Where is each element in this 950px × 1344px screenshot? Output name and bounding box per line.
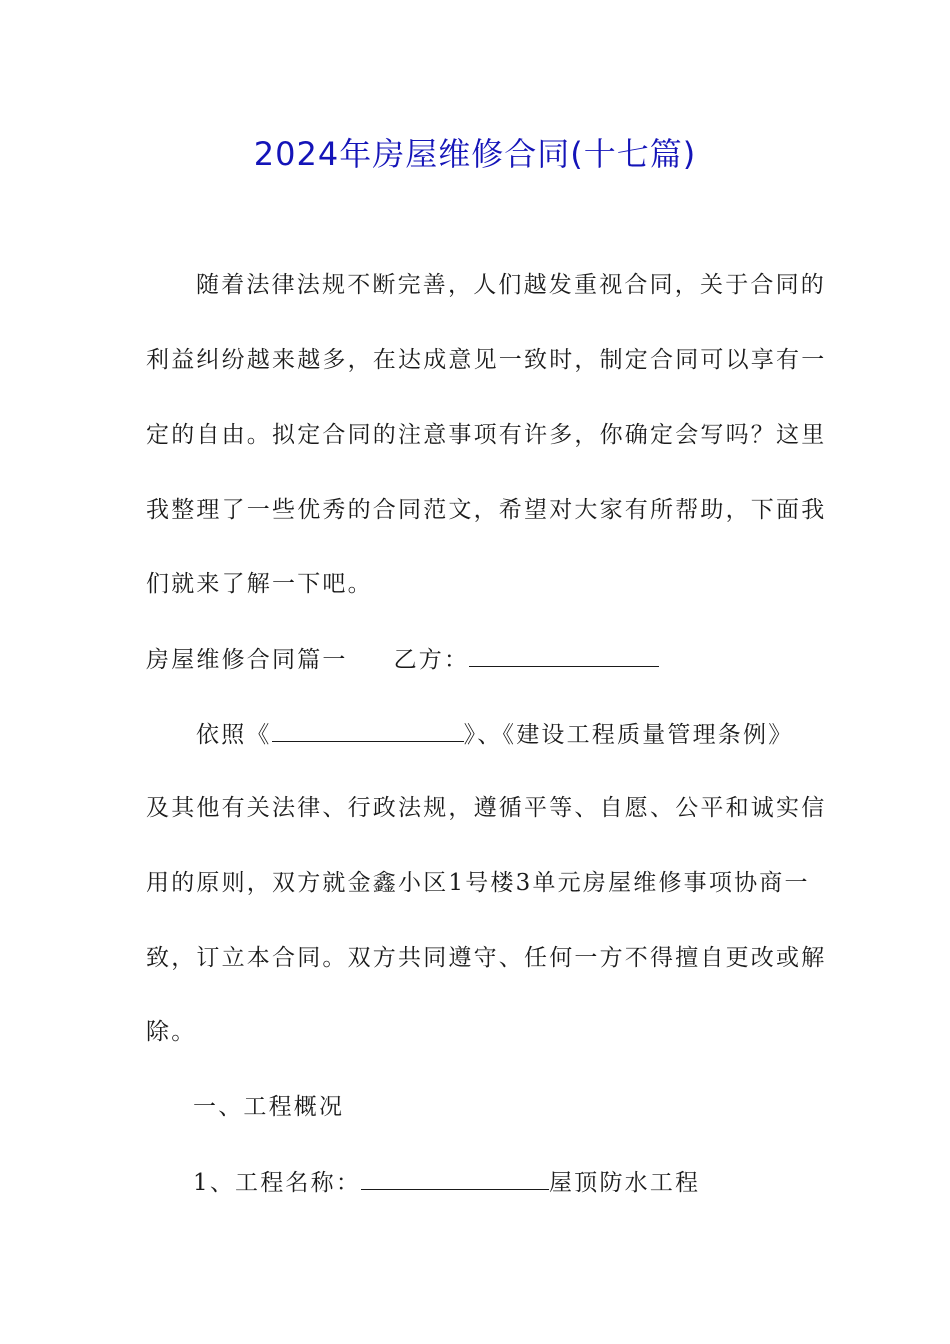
intro-line-1: 随着法律法规不断完善，人们越发重视合同，关于合同的 bbox=[196, 272, 826, 298]
intro-line-2: 利益纠纷越来越多，在达成意见一致时，制定合同可以享有一 bbox=[146, 347, 827, 373]
basis-line-4: 致，订立本合同。双方共同遵守、任何一方不得擅自更改或解 bbox=[146, 945, 827, 971]
basis-line-5: 除。 bbox=[146, 1019, 197, 1045]
party-b-blank[interactable] bbox=[469, 642, 659, 667]
project-name-blank[interactable] bbox=[361, 1165, 549, 1190]
project-name-value: 屋顶防水工程 bbox=[549, 1170, 701, 1196]
basis-suffix: 》、《建设工程质量管理条例》 bbox=[463, 722, 794, 748]
document-title: 2024年房屋维修合同(十七篇) bbox=[253, 135, 697, 173]
project-name-label: 1、工程名称： bbox=[193, 1170, 362, 1196]
basis-line-3: 用的原则，双方就金鑫小区1号楼3单元房屋维修事项协商一 bbox=[146, 870, 810, 896]
intro-line-5: 们就来了解一下吧。 bbox=[146, 571, 373, 597]
basis-line-1 bbox=[196, 717, 806, 752]
intro-line-4: 我整理了一些优秀的合同范文，希望对大家有所帮助，下面我 bbox=[146, 497, 827, 523]
basis-prefix: 依照《 bbox=[196, 722, 272, 748]
law-name-blank[interactable] bbox=[272, 717, 464, 742]
party-b-label: 乙方： bbox=[393, 647, 470, 673]
intro-line-3: 定的自由。拟定合同的注意事项有许多，你确定会写吗？这里 bbox=[146, 422, 827, 448]
chapter-heading: 房屋维修合同篇一 bbox=[146, 647, 348, 673]
chapter-heading-line bbox=[146, 642, 806, 677]
project-name-line bbox=[193, 1165, 806, 1200]
section-heading: 一、工程概况 bbox=[193, 1094, 345, 1120]
basis-line-2: 及其他有关法律、行政法规，遵循平等、自愿、公平和诚实信 bbox=[146, 795, 827, 821]
